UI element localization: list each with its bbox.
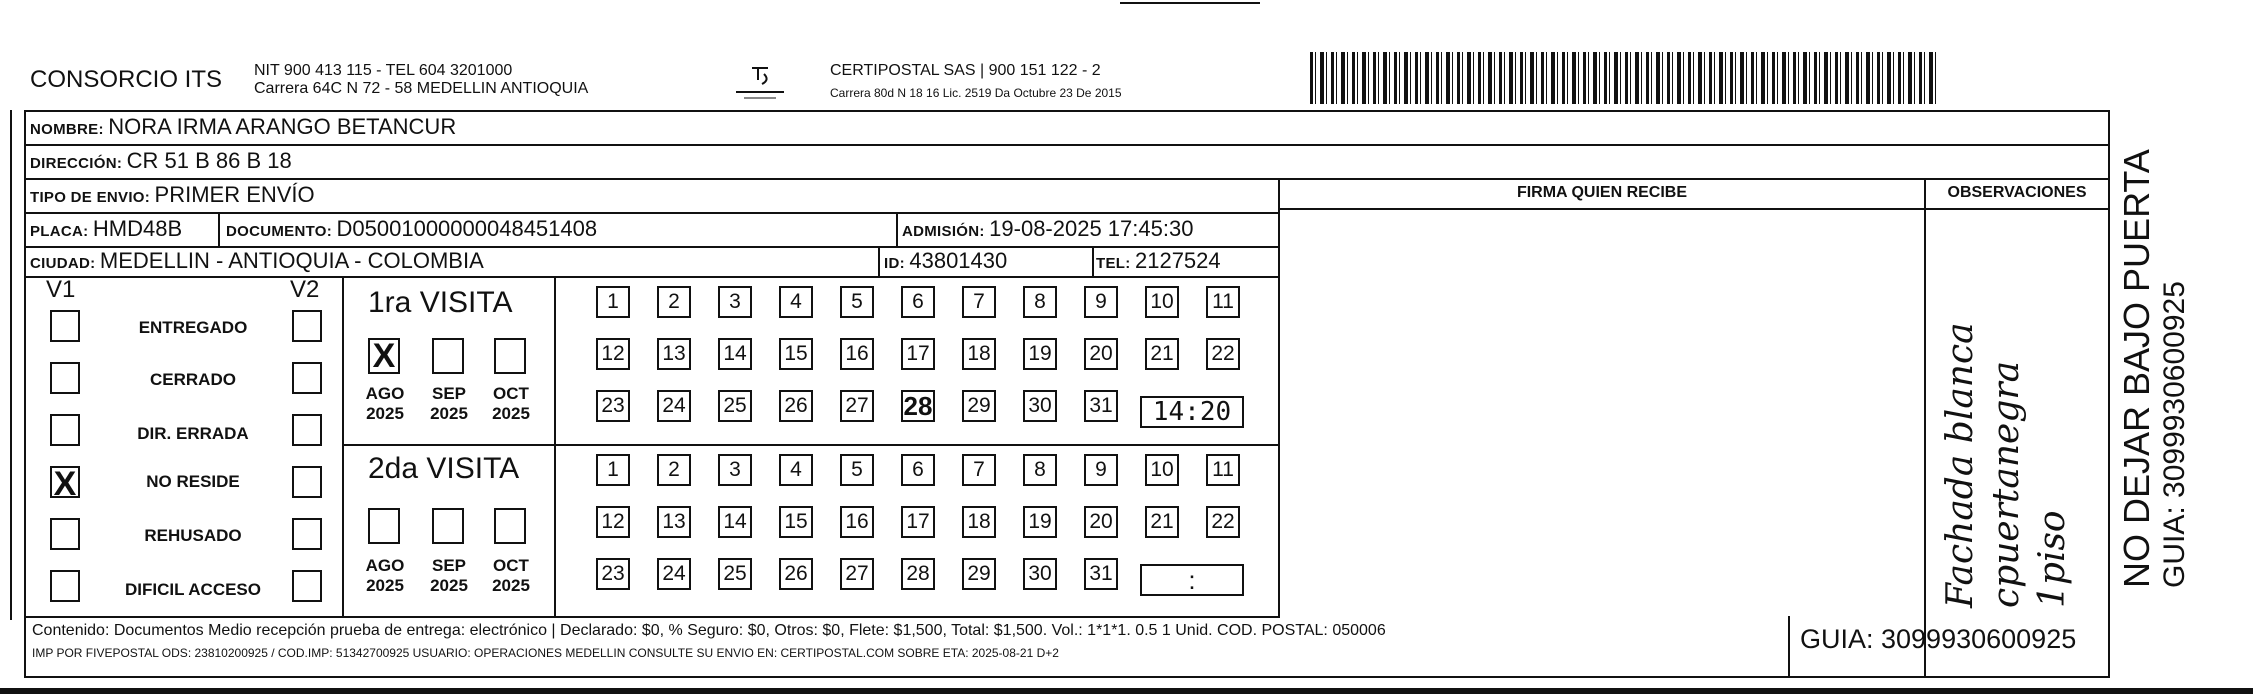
v1-checkbox-rehusado[interactable] [50,518,80,550]
status-cerrado: CERRADO [150,370,236,389]
visit2-day-28[interactable]: 28 [901,558,935,590]
visit2-day-23[interactable]: 23 [596,558,630,590]
admission-field: ADMISIÓN: 19-08-2025 17:45:30 [902,216,1194,241]
visit1-day-25[interactable]: 25 [718,390,752,422]
visit1-time[interactable]: 14:20 [1140,396,1244,428]
carrier-line2: Carrera 80d N 18 16 Lic. 2519 Da Octubre 23 De 2015 [830,86,1122,100]
visit2-day-2[interactable]: 2 [657,454,691,486]
tel-field: TEL: 2127524 [1096,248,1221,273]
visit1-month-sep[interactable] [432,338,464,374]
visit1-ago-label: AGO 2025 [365,384,405,423]
visit1-day-11[interactable]: 11 [1206,286,1240,318]
visit2-day-13[interactable]: 13 [657,506,691,538]
visit2-month-sep[interactable] [432,508,464,544]
plate-field: PLACA: HMD48B [30,216,183,241]
side-warning: NO DEJAR BAJO PUERTA GUIA: 3099930600925 [2116,149,2191,588]
visit1-day-9[interactable]: 9 [1084,286,1118,318]
visit1-day-31[interactable]: 31 [1084,390,1118,422]
visit2-month-oct[interactable] [494,508,526,544]
v2-label: V2 [290,276,320,303]
visit1-month-ago[interactable]: X [368,338,400,374]
v1-label: V1 [46,276,76,303]
visit1-day-27[interactable]: 27 [840,390,874,422]
status-entregado: ENTREGADO [138,318,248,337]
visit1-day-23[interactable]: 23 [596,390,630,422]
visit2-day-12[interactable]: 12 [596,506,630,538]
visit2-day-31[interactable]: 31 [1084,558,1118,590]
sender-line1: NIT 900 413 115 - TEL 604 3201000 [254,62,513,79]
footer-line1: Contenido: Documentos Medio recepción prueba de entrega: electrónico | Declarado: $0, % Seguro: $0, Otros: $0, Flete: $1,500, Total: $1,500. Vol.: 1*1*1. 0.5 1 Unid. COD. POSTAL: 050006 [32,622,1386,639]
visit2-month-ago[interactable] [368,508,400,544]
visit2-day-26[interactable]: 26 [779,558,813,590]
visit1-day-13[interactable]: 13 [657,338,691,370]
visit2-day-1[interactable]: 1 [596,454,630,486]
visit2-day-22[interactable]: 22 [1206,506,1240,538]
visit2-oct-label: OCT 2025 [492,556,530,595]
visit2-day-24[interactable]: 24 [657,558,691,590]
visit1-month-oct[interactable] [494,338,526,374]
visit2-ago-label: AGO 2025 [365,556,405,595]
visit1-day-26[interactable]: 26 [779,390,813,422]
visit1-day-7[interactable]: 7 [962,286,996,318]
id-field: ID: 43801430 [884,248,1008,273]
v1-checkbox-entregado[interactable] [50,310,80,342]
type-field: TIPO DE ENVIO: PRIMER ENVÍO [30,182,315,207]
v2-checkbox-entregado[interactable] [292,310,322,342]
visit2-day-5[interactable]: 5 [840,454,874,486]
v1-checkbox-no-reside[interactable]: X [50,466,80,498]
v2-checkbox-rehusado[interactable] [292,518,322,550]
visit1-day-29[interactable]: 29 [962,390,996,422]
v1-checkbox-cerrado[interactable] [50,362,80,394]
visit1-day-4[interactable]: 4 [779,286,813,318]
visit2-day-11[interactable]: 11 [1206,454,1240,486]
visit2-day-19[interactable]: 19 [1023,506,1057,538]
visit1-day-3[interactable]: 3 [718,286,752,318]
visit1-day-16[interactable]: 16 [840,338,874,370]
address-field: DIRECCIÓN: CR 51 B 86 B 18 [30,148,292,173]
visit2-day-7[interactable]: 7 [962,454,996,486]
visit2-day-30[interactable]: 30 [1023,558,1057,590]
visit1-day-28[interactable]: 28 [901,390,935,422]
visit2-day-15[interactable]: 15 [779,506,813,538]
visit1-day-18[interactable]: 18 [962,338,996,370]
recipient-address: CR 51 B 86 B 18 [126,148,292,173]
v1-checkbox-dificil-acceso[interactable] [50,570,80,602]
v2-checkbox-dir-errada[interactable] [292,414,322,446]
sender-line2: Carrera 64C N 72 - 58 MEDELLIN ANTIOQUIA [254,80,589,97]
v2-checkbox-dificil-acceso[interactable] [292,570,322,602]
status-no-reside: NO RESIDE [146,472,240,491]
visit2-day-18[interactable]: 18 [962,506,996,538]
visit1-day-20[interactable]: 20 [1084,338,1118,370]
visit1-day-30[interactable]: 30 [1023,390,1057,422]
visit1-sep-label: SEP 2025 [430,384,468,423]
signature-header: FIRMA QUIEN RECIBE [1516,184,1688,201]
visit2-title: 2da VISITA [368,452,520,485]
status-dir-errada: DIR. ERRADA [137,424,249,443]
recipient-name: NORA IRMA ARANGO BETANCUR [108,114,457,139]
visit1-day-14[interactable]: 14 [718,338,752,370]
v1-checkbox-dir-errada[interactable] [50,414,80,446]
visit2-day-21[interactable]: 21 [1145,506,1179,538]
visit2-day-16[interactable]: 16 [840,506,874,538]
city-value: MEDELLIN - ANTIOQUIA - COLOMBIA [99,248,484,273]
v2-checkbox-cerrado[interactable] [292,362,322,394]
visit1-day-17[interactable]: 17 [901,338,935,370]
visit1-oct-label: OCT 2025 [492,384,530,423]
footer-guia: GUIA: 3099930600925 [1800,624,2077,654]
visit2-day-8[interactable]: 8 [1023,454,1057,486]
carrier-logo [730,62,790,102]
visit2-day-20[interactable]: 20 [1084,506,1118,538]
visit2-sep-label: SEP 2025 [430,556,468,595]
visit2-day-25[interactable]: 25 [718,558,752,590]
visit2-time[interactable]: : [1140,564,1244,596]
visit1-title: 1ra VISITA [368,286,513,319]
city-field: CIUDAD: MEDELLIN - ANTIOQUIA - COLOMBIA [30,248,484,273]
visit2-day-14[interactable]: 14 [718,506,752,538]
visit1-day-6[interactable]: 6 [901,286,935,318]
visit2-day-9[interactable]: 9 [1084,454,1118,486]
visit1-day-1[interactable]: 1 [596,286,630,318]
visit1-day-8[interactable]: 8 [1023,286,1057,318]
visit2-day-4[interactable]: 4 [779,454,813,486]
visit2-day-17[interactable]: 17 [901,506,935,538]
status-rehusado: REHUSADO [144,526,242,545]
id-value: 43801430 [909,248,1008,273]
visit1-day-2[interactable]: 2 [657,286,691,318]
visit2-day-3[interactable]: 3 [718,454,752,486]
visit1-day-5[interactable]: 5 [840,286,874,318]
observations-header: OBSERVACIONES [1947,184,2087,201]
plate-value: HMD48B [92,216,183,241]
name-field: NOMBRE: NORA IRMA ARANGO BETANCUR [30,114,457,139]
barcode [1310,52,1940,104]
visit1-day-15[interactable]: 15 [779,338,813,370]
visit1-day-19[interactable]: 19 [1023,338,1057,370]
visit2-day-27[interactable]: 27 [840,558,874,590]
visit1-day-10[interactable]: 10 [1145,286,1179,318]
tel-value: 2127524 [1134,248,1221,273]
footer-line2: IMP POR FIVEPOSTAL ODS: 23810200925 / COD.IMP: 51342700925 USUARIO: OPERACIONES MEDELLIN CONSULTE SU ENVIO EN: CERTIPOSTAL.COM SOBRE ETA: 2025-08-21 D+2 [32,646,1059,660]
visit1-day-12[interactable]: 12 [596,338,630,370]
document-value: D05001000000048451408 [336,216,598,241]
visit1-day-22[interactable]: 22 [1206,338,1240,370]
admission-value: 19-08-2025 17:45:30 [989,216,1194,241]
observations-handwriting: Fachada blanca cpuertanegra 1piso [1940,322,2073,608]
visit2-day-29[interactable]: 29 [962,558,996,590]
visit1-day-21[interactable]: 21 [1145,338,1179,370]
carrier-line1: CERTIPOSTAL SAS | 900 151 122 - 2 [830,62,1101,79]
document-field: DOCUMENTO: D05001000000048451408 [226,216,598,241]
status-dificil-acceso: DIFICIL ACCESO [124,580,261,599]
visit2-day-6[interactable]: 6 [901,454,935,486]
sender-name: CONSORCIO ITS [30,66,223,93]
shipment-type: PRIMER ENVÍO [154,182,315,207]
v2-checkbox-no-reside[interactable] [292,466,322,498]
signature-area[interactable] [1282,212,1922,616]
visit2-day-10[interactable]: 10 [1145,454,1179,486]
visit1-day-24[interactable]: 24 [657,390,691,422]
